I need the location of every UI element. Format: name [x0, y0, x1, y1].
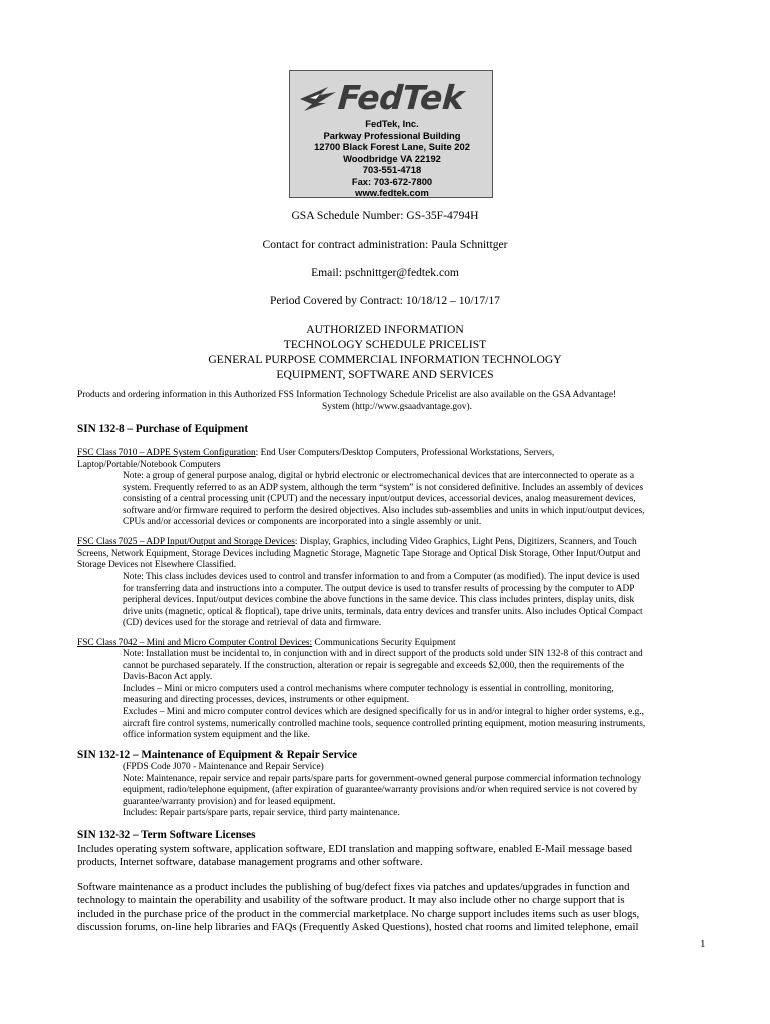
section-title-sin-132-8: SIN 132-8 – Purchase of Equipment [77, 423, 249, 435]
sin-132-32-para-1 [77, 843, 632, 870]
paragraph-line: discussion forums, on-line help libraries and FAQs (Frequently Asked Questions), hosted chat rooms and limited telephone, email [77, 921, 639, 934]
schedule-number: GSA Schedule Number: GS-35F-4794H [291, 209, 479, 222]
period-line: Period Covered by Contract: 10/18/12 – 10/17/17 [270, 294, 500, 307]
note-line: Note: Maintenance, repair service and repair parts/spare parts for government-owned general purpose commercial information technology [123, 773, 642, 784]
contact-line: Contact for contract administration: Paula Schnittger [262, 238, 508, 251]
fsc-7042-label: FSC Class 7042 – Mini and Micro Computer Control Devices: [77, 638, 313, 648]
fsc-7025-text: Screens, Network Equipment, Storage Devices including Magnetic Storage, Magnetic Tape Storage and Optical Disk Storage, Other Input/Output and [77, 548, 641, 559]
note-line: Includes – Mini or micro computers used a control mechanisms where computer technology is essential in controlling, monitoring, [123, 683, 614, 694]
note-line: aircraft fire control systems, numerically controlled machine tools, sequence controlled printing equipment, motion measuring instruments, [123, 718, 646, 729]
title-line: GENERAL PURPOSE COMMERCIAL INFORMATION TECHNOLOGY [208, 353, 562, 366]
address-line: Parkway Professional Building [323, 129, 461, 141]
fsc-7010-label: FSC Class 7010 – ADPE System Configuration [77, 448, 256, 458]
email-line: Email: pschnittger@fedtek.com [311, 266, 459, 279]
sin-132-12-text [123, 762, 641, 820]
title-line: TECHNOLOGY SCHEDULE PRICELIST [283, 338, 487, 351]
section-title-sin-132-32: SIN 132-32 – Term Software Licenses [77, 829, 256, 841]
fsc-7010-text: : End User Computers/Desktop Computers, Professional Workstations, Servers, [255, 448, 555, 458]
sin-132-32-para-2 [77, 881, 639, 935]
note-line: software and/or firmware required to perform the desired objectives. Also includes sub-assemblies and units in which input/output devices, [123, 505, 645, 516]
note-line: Includes: Repair parts/spare parts, repair service, third party maintenance. [123, 808, 400, 819]
note-line: Note: This class includes devices used to control and transfer information to and from a Computer (as modified). The input device is used [123, 572, 640, 582]
fsc-7042-note [123, 649, 645, 742]
fsc-7042-block [77, 638, 456, 650]
paragraph-line: included in the purchase price of the product in the commercial marketplace. No charge support includes items such as user blogs, [77, 907, 640, 920]
title-line: AUTHORIZED INFORMATION [306, 323, 464, 336]
logo-text: FedTek [336, 78, 465, 117]
note-line: measuring and directing processes, devices, instruments or other equipment. [123, 695, 410, 706]
paragraph-line: Includes operating system software, application software, EDI translation and mapping software, enabled E-Mail message based [77, 843, 632, 855]
fsc-7025-block [77, 537, 640, 572]
address-line: FedTek, Inc. [365, 118, 419, 129]
note-line: (FPDS Code J070 - Maintenance and Repair Service) [123, 762, 324, 772]
address-line: Woodbridge VA 22192 [343, 152, 441, 164]
note-line: Note: a group of general purpose analog, digital or hybrid electronic or electromechanical devices that are interconnected to operate as a [123, 471, 634, 481]
note-line: cannot be purchased separately. If the construction, alteration or repair is segregable and exceeds $2,000, then the requirements of the [123, 660, 625, 671]
page-number: 1 [700, 938, 706, 950]
fsc-7025-text: Storage Devices not Elsewhere Classified. [77, 560, 237, 571]
note-line: Note: Installation must be incidental to, in conjunction with and in direct support of the products sold under SIN 132-8 of this contract and [123, 649, 643, 659]
company-address [290, 118, 494, 199]
note-line: system. Frequently referred to as an ADP system, although the term “system” is not considered definitive. Includes an assembly of devices [123, 482, 644, 493]
address-line: www.fedtek.com [355, 187, 429, 198]
note-line: equipment, radio/telephone equipment, (after expiration of guarantee/warranty provisions and/or when required service is not covered by [123, 785, 638, 796]
note-line: consisting of a central processing unit (CPUT) and the necessary input/output devices, accessorial devices, analog measurement devices, [123, 494, 636, 505]
address-line: 703-551-4718 [362, 164, 422, 175]
intro-paragraph [77, 390, 717, 413]
intro-line: Products and ordering information in this Authorized FSS Information Technology Schedule Pricelist are also available on the GSA Advantage! [77, 390, 617, 400]
fsc-7010-note [123, 471, 644, 529]
section-title-sin-132-12: SIN 132-12 – Maintenance of Equipment & Repair Service [77, 749, 358, 761]
title-line: EQUIPMENT, SOFTWARE AND SERVICES [276, 368, 494, 381]
note-line: office information system equipment and the like. [123, 730, 311, 741]
note-line: Excludes – Mini and micro computer control devices which are designed specifically for us in and/or integral to higher order systems, e.g., [123, 706, 644, 717]
note-line: CPUs and/or accessorial devices or components are incorporated into a single assembly or unit. [123, 517, 482, 528]
fsc-7025-text: : Display, Graphics, including Video Graphics, Light Pens, Digitizers, Scanners, and Touch [294, 537, 637, 547]
note-line: Davis-Bacon Act apply. [123, 672, 213, 683]
intro-line: System (http://www.gsaadvantage.gov). [322, 401, 472, 412]
fsc-7042-text: Communications Security Equipment [312, 638, 456, 648]
address-line: Fax: 703-672-7800 [351, 175, 433, 187]
company-logo [298, 78, 488, 117]
note-line: drive units (magnetic, optical & floptical), tape drive units, terminals, data entry devices and transfer units. Also includes Optical Compact [123, 606, 643, 617]
note-line: for transferring data and instructions into a computer. The output device is used to transfer results of processing by the computer to ADP [123, 583, 635, 594]
fsc-7010-block [77, 448, 554, 471]
letterhead-box [289, 70, 493, 198]
fsc-7025-label: FSC Class 7025 – ADP Input/Output and Storage Devices [77, 537, 295, 547]
paragraph-line: technology to maintain the operability and usability of the software product. It may also include other no charge support that is [77, 894, 625, 907]
paragraph-line: products, Internet software, database management programs and other software. [77, 856, 423, 869]
note-line: peripheral devices. Input/output devices combine the above functions in the same device. This class includes printers, display units, disk [123, 595, 635, 606]
note-line: (CD) devices used for the storage and retrieval of data and firmware. [123, 618, 382, 629]
eagle-logo-icon [298, 83, 338, 113]
paragraph-line: Software maintenance as a product includes the publishing of bug/defect fixes via patches and updates/upgrades in function and [77, 881, 630, 893]
fsc-7010-text: Laptop/Portable/Notebook Computers [77, 459, 221, 470]
address-line: 12700 Black Forest Lane, Suite 202 [314, 141, 470, 152]
note-line: guarantee/warranty provision) and for leased equipment. [123, 796, 336, 807]
fsc-7025-note [123, 572, 643, 630]
